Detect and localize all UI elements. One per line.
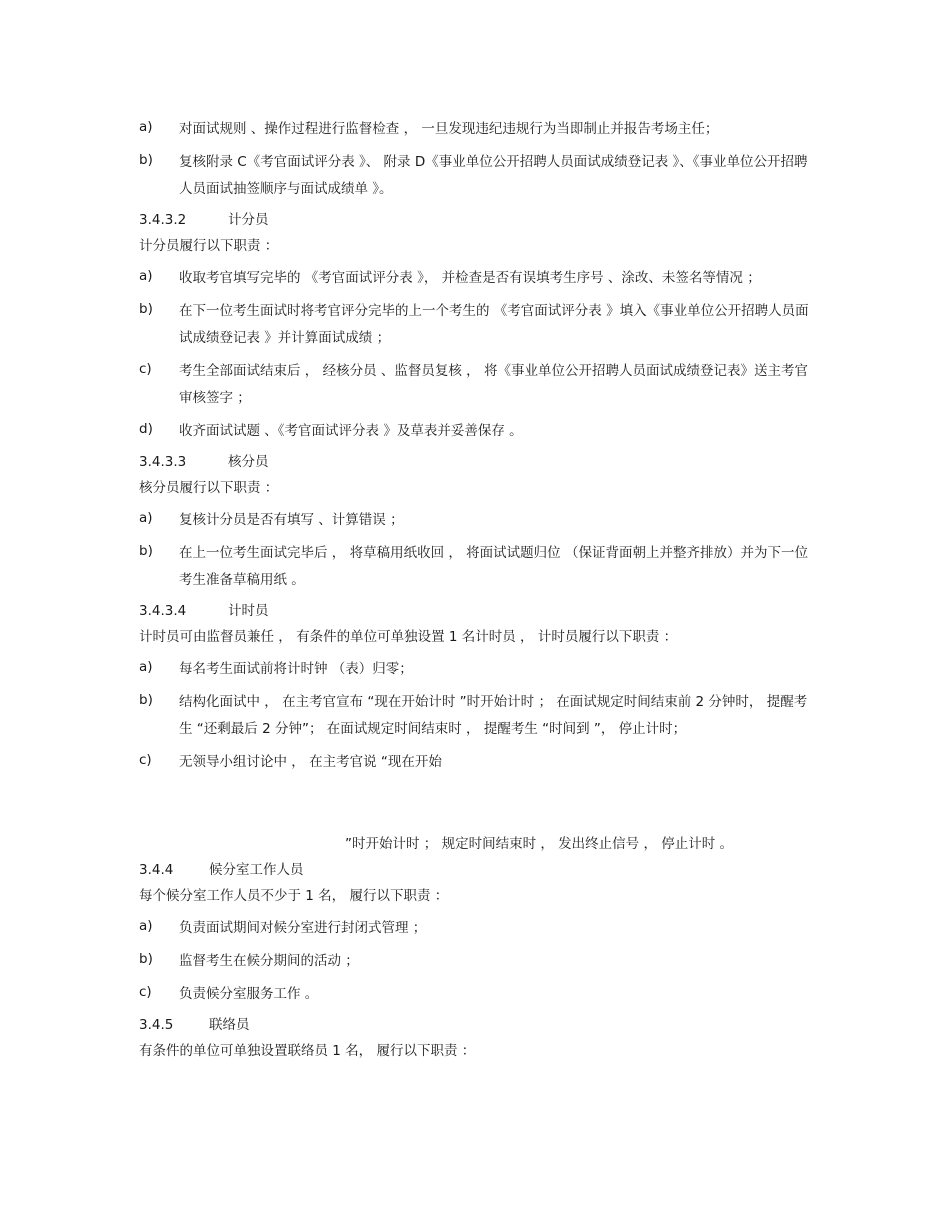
list-item	[139, 265, 809, 292]
list-item-text: 收取考官填写完毕的 《考官面试评分表 》， 并检查是否有误填考生序号 、涂改、未签名等情况 ；	[179, 270, 761, 286]
section-number: 3.4.3.4	[139, 603, 187, 619]
list-marker: b)	[139, 692, 153, 708]
list-item-text: 结构化面试中 ， 在主考官宣布 “现在开始计时 ”时开始计时 ； 在面试规定时间结束前 2 分钟时， 提醒考生 “还剩最后 2 分钟”； 在面试规定时间结束时 ， 提醒考生 “时间到 ”， 停止计时；	[179, 694, 808, 737]
section-title: 联络员	[209, 1017, 250, 1033]
list-item	[139, 507, 809, 534]
list-item	[139, 981, 809, 1008]
list-item	[139, 689, 809, 743]
list-item	[139, 149, 809, 203]
list-item-text: 复核附录 C《考官面试评分表 》、 附录 D《事业单位公开招聘人员面试成绩登记表 》、《事业单位公开招聘人员面试抽签顺序与面试成绩单 》。	[179, 154, 808, 197]
section-number: 3.4.3.2	[139, 212, 187, 228]
section-heading	[139, 451, 809, 473]
section-title: 候分室工作人员	[209, 862, 304, 878]
list-item-text: 收齐面试试题 、《考官面试评分表 》及草表并妥善保存 。	[179, 423, 523, 439]
list-item	[139, 656, 809, 683]
list-marker: a)	[139, 918, 153, 934]
list-item-text: 在下一位考生面试时将考官评分完毕的上一个考生的 《考官面试评分表 》填入《事业单位公开招聘人员面试成绩登记表 》并计算面试成绩 ；	[179, 303, 809, 346]
section-heading	[139, 1014, 809, 1036]
section-title: 计时员	[228, 603, 269, 619]
section-title: 核分员	[228, 454, 269, 470]
list-marker: a)	[139, 119, 153, 135]
list-marker: d)	[139, 421, 153, 437]
list-marker: c)	[139, 361, 152, 377]
list-marker: b)	[139, 152, 153, 168]
section-number: 3.4.5	[139, 1017, 174, 1033]
list-item-text: 对面试规则 、操作过程进行监督检查 ， 一旦发现违纪违规行为当即制止并报告考场主任；	[179, 121, 719, 137]
list-marker: a)	[139, 510, 153, 526]
list-marker: a)	[139, 659, 153, 675]
paragraph: 计分员履行以下职责 ：	[139, 238, 279, 254]
list-item-text: 在上一位考生面试完毕后 ， 将草稿用纸收回 ， 将面试试题归位 （保证背面朝上并整齐排放）并为下一位考生准备草稿用纸 。	[179, 545, 808, 588]
paragraph: 计时员可由监督员兼任 ， 有条件的单位可单独设置 1 名计时员 ， 计时员履行以下职责 ：	[139, 629, 678, 645]
list-item-text: 监督考生在候分期间的活动 ；	[179, 953, 359, 969]
paragraph: 有条件的单位可单独设置联络员 1 名， 履行以下职责 ：	[139, 1043, 476, 1059]
section-title: 计分员	[228, 212, 269, 228]
paragraph: 每个候分室工作人员不少于 1 名， 履行以下职责 ：	[139, 888, 449, 904]
list-item-text: 无领导小组讨论中 ， 在主考官说 “现在开始	[179, 754, 442, 770]
list-marker: b)	[139, 951, 153, 967]
document-page	[139, 116, 809, 1070]
continued-text: ”时开始计时 ； 规定时间结束时 ， 发出终止信号 ， 停止计时 。	[345, 836, 734, 852]
list-item	[139, 298, 809, 352]
list-marker: b)	[139, 301, 153, 317]
section-heading	[139, 600, 809, 622]
list-item	[139, 418, 809, 445]
list-item	[139, 540, 809, 594]
paragraph: 核分员履行以下职责 ：	[139, 480, 279, 496]
list-item	[139, 915, 809, 942]
section-number: 3.4.3.3	[139, 454, 187, 470]
list-item	[139, 749, 809, 776]
section-heading	[139, 209, 809, 231]
list-item	[139, 948, 809, 975]
list-item	[139, 116, 809, 143]
list-marker: a)	[139, 268, 153, 284]
section-heading	[139, 859, 809, 881]
list-marker: c)	[139, 984, 152, 1000]
list-marker: c)	[139, 752, 152, 768]
list-item-text: 负责面试期间对候分室进行封闭式管理 ；	[179, 920, 427, 936]
list-item-text: 复核计分员是否有填写 、计算错误 ；	[179, 512, 404, 528]
list-marker: b)	[139, 543, 153, 559]
list-item-text: 每名考生面试前将计时钟 （表）归零；	[179, 661, 413, 677]
section-number: 3.4.4	[139, 862, 174, 878]
list-item	[139, 358, 809, 412]
list-item-text: 考生全部面试结束后 ， 经核分员 、监督员复核 ， 将《事业单位公开招聘人员面试成绩登记表》送主考官审核签字 ；	[179, 363, 808, 406]
list-item-text: 负责候分室服务工作 。	[179, 986, 319, 1002]
